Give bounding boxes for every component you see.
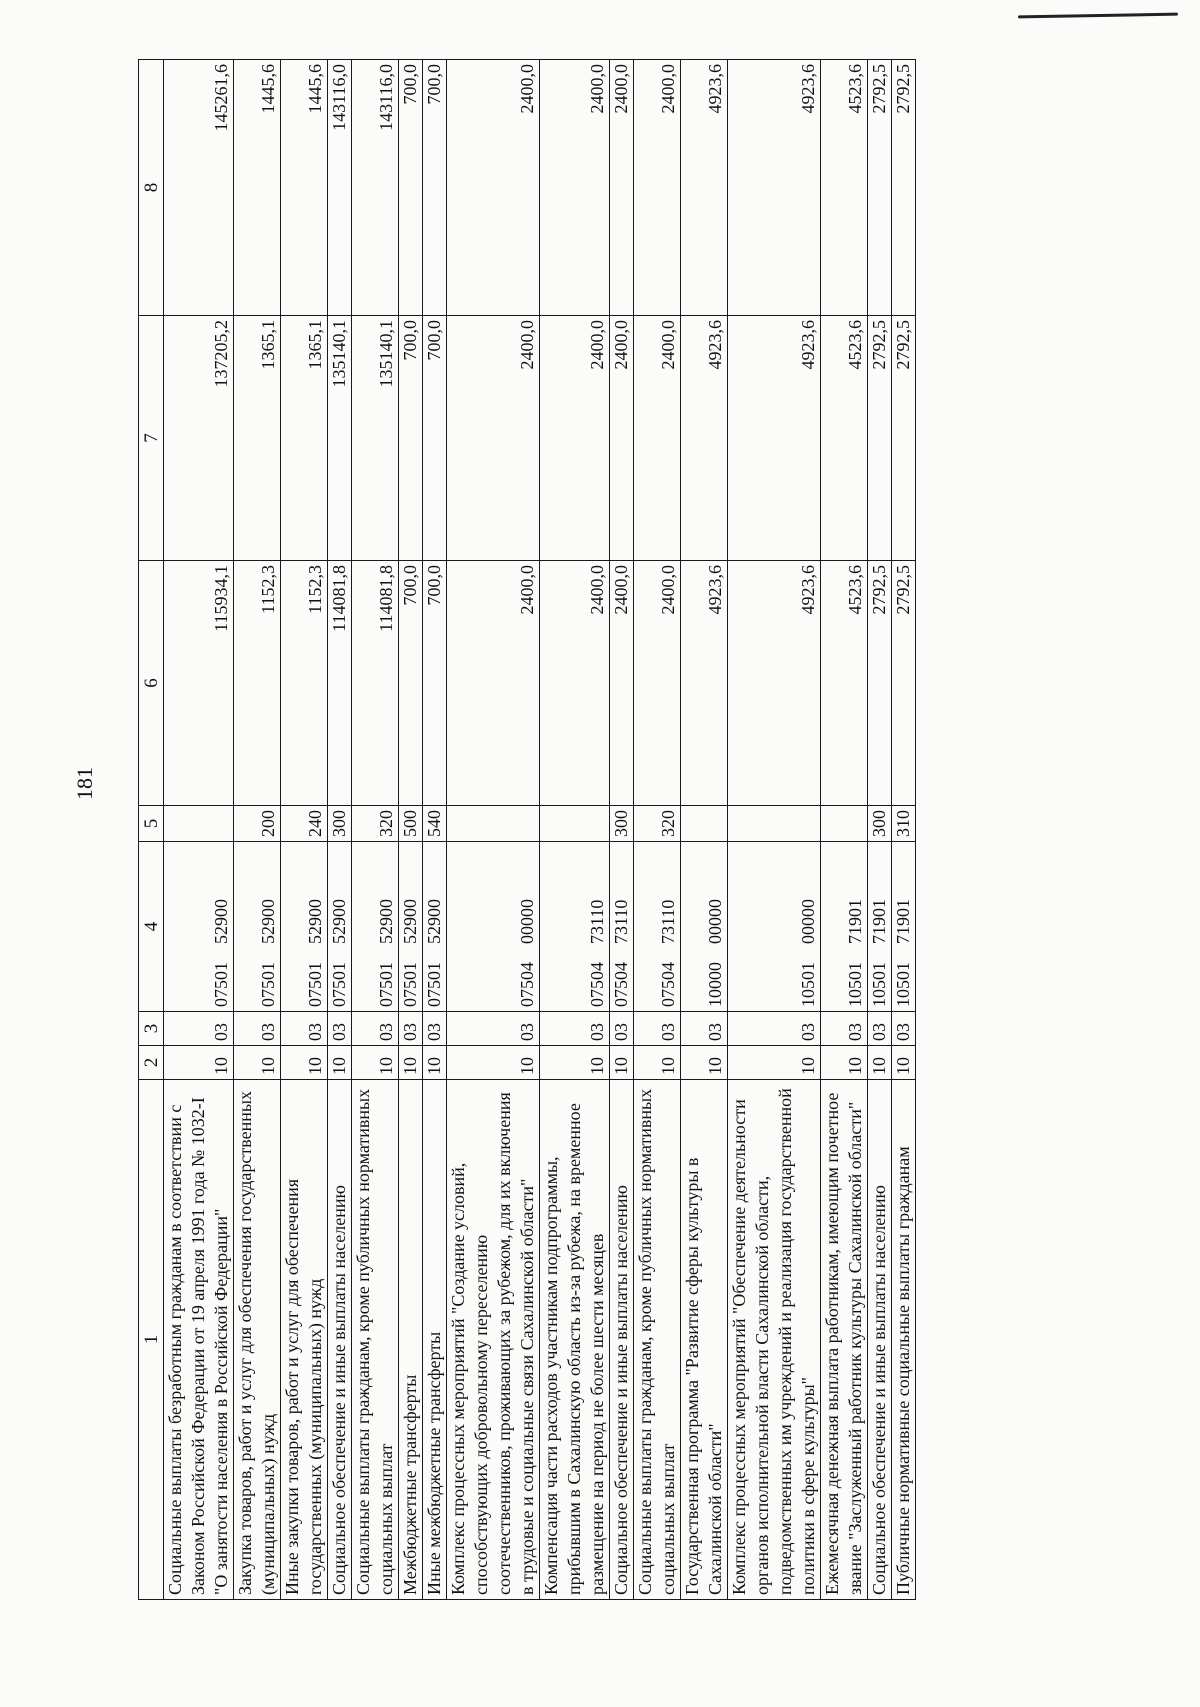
row-name: Публичные нормативные социальные выплаты гражданам	[892, 1080, 916, 1600]
row-value-col6: 115934,1	[164, 561, 234, 806]
row-target-article	[868, 842, 892, 1012]
target-article-part-1: 07504	[517, 962, 537, 1007]
table-header	[139, 60, 164, 1600]
row-subsection: 03	[164, 1012, 234, 1046]
row-subsection: 03	[728, 1012, 821, 1046]
row-expense-type: 310	[892, 806, 916, 842]
table-row	[399, 60, 423, 1600]
row-expense-type: 200	[234, 806, 281, 842]
row-section: 10	[399, 1046, 423, 1080]
row-name: Закупка товаров, работ и услуг для обеспечения государственных (муниципальных) нужд	[234, 1080, 281, 1600]
row-section: 10	[352, 1046, 399, 1080]
row-value-col7: 137205,2	[164, 316, 234, 561]
header-col-1: 1	[139, 1080, 164, 1600]
target-article-part-2: 00000	[798, 899, 818, 944]
row-value-col8: 4923,6	[728, 60, 821, 316]
target-article-part-1: 07501	[376, 962, 396, 1007]
row-value-col8: 2792,5	[868, 60, 892, 316]
row-name: Социальное обеспечение и иные выплаты населению	[868, 1080, 892, 1600]
row-section: 10	[728, 1046, 821, 1080]
target-article-part-2: 52900	[211, 899, 231, 944]
table-row	[447, 60, 540, 1600]
row-value-col7: 1365,1	[234, 316, 281, 561]
row-target-article	[540, 842, 610, 1012]
target-article-part-1: 07504	[611, 962, 631, 1007]
row-subsection: 03	[399, 1012, 423, 1046]
row-subsection: 03	[423, 1012, 447, 1046]
target-article-part-2: 52900	[305, 899, 325, 944]
header-col-7: 7	[139, 316, 164, 561]
scan-artifact-line	[1018, 13, 1178, 19]
target-article-part-2: 00000	[517, 899, 537, 944]
row-name: Ежемесячная денежная выплата работникам, имеющим почетное звание "Заслуженный работник культуры Сахалинской области"	[821, 1080, 868, 1600]
row-name: Комплекс процессных мероприятий "Создание условий, способствующих добровольному переселению соотечественников, проживающих за рубежом, для их включения в трудовые и социальные связи Сахалинской области"	[447, 1080, 540, 1600]
target-article-part-2: 52900	[424, 899, 444, 944]
table-row	[164, 60, 234, 1600]
row-section: 10	[234, 1046, 281, 1080]
table-row	[868, 60, 892, 1600]
target-article-part-1: 07501	[258, 962, 278, 1007]
row-subsection: 03	[352, 1012, 399, 1046]
row-target-article	[352, 842, 399, 1012]
row-subsection: 03	[447, 1012, 540, 1046]
row-value-col6: 1152,3	[234, 561, 281, 806]
row-value-col7: 135140,1	[328, 316, 352, 561]
row-value-col8: 700,0	[423, 60, 447, 316]
target-article-part-1: 07504	[658, 962, 678, 1007]
target-article-part-2: 73110	[611, 899, 631, 944]
row-value-col8: 1445,6	[234, 60, 281, 316]
row-name: Иные межбюджетные трансферты	[423, 1080, 447, 1600]
row-expense-type	[821, 806, 868, 842]
target-article-part-1: 07501	[305, 962, 325, 1007]
row-expense-type: 500	[399, 806, 423, 842]
row-value-col7: 2792,5	[892, 316, 916, 561]
row-name: Иные закупки товаров, работ и услуг для обеспечения государственных (муниципальных) нужд	[281, 1080, 328, 1600]
row-value-col8: 143116,0	[328, 60, 352, 316]
row-expense-type: 300	[868, 806, 892, 842]
row-value-col7: 700,0	[399, 316, 423, 561]
row-value-col7: 135140,1	[352, 316, 399, 561]
target-article-part-1: 10501	[798, 962, 818, 1007]
row-value-col6: 2400,0	[610, 561, 634, 806]
row-value-col7: 1365,1	[281, 316, 328, 561]
target-article-part-1: 07504	[587, 962, 607, 1007]
table-row	[681, 60, 728, 1600]
row-value-col8: 4523,6	[821, 60, 868, 316]
row-value-col6: 4523,6	[821, 561, 868, 806]
row-value-col6: 700,0	[399, 561, 423, 806]
row-subsection: 03	[821, 1012, 868, 1046]
row-section: 10	[610, 1046, 634, 1080]
row-name: Социальное обеспечение и иные выплаты населению	[610, 1080, 634, 1600]
row-value-col8: 2400,0	[634, 60, 681, 316]
row-value-col6: 4923,6	[681, 561, 728, 806]
row-value-col6: 114081,8	[328, 561, 352, 806]
table-row	[328, 60, 352, 1600]
row-name: Социальное обеспечение и иные выплаты населению	[328, 1080, 352, 1600]
row-section: 10	[821, 1046, 868, 1080]
row-target-article	[681, 842, 728, 1012]
row-value-col7: 2400,0	[610, 316, 634, 561]
header-col-4: 4	[139, 842, 164, 1012]
table-row	[352, 60, 399, 1600]
row-value-col8: 1445,6	[281, 60, 328, 316]
table-row	[234, 60, 281, 1600]
row-value-col7: 4923,6	[681, 316, 728, 561]
header-col-2: 2	[139, 1046, 164, 1080]
target-article-part-2: 73110	[658, 899, 678, 944]
row-value-col8: 143116,0	[352, 60, 399, 316]
table-row	[423, 60, 447, 1600]
row-section: 10	[423, 1046, 447, 1080]
row-section: 10	[281, 1046, 328, 1080]
row-expense-type	[728, 806, 821, 842]
table-row	[281, 60, 328, 1600]
row-target-article	[423, 842, 447, 1012]
target-article-part-1: 07501	[400, 962, 420, 1007]
table-row	[892, 60, 916, 1600]
row-value-col7: 4923,6	[728, 316, 821, 561]
header-col-8: 8	[139, 60, 164, 316]
row-value-col6: 4923,6	[728, 561, 821, 806]
row-value-col6: 114081,8	[352, 561, 399, 806]
row-value-col8: 2400,0	[540, 60, 610, 316]
row-target-article	[610, 842, 634, 1012]
target-article-part-2: 71901	[869, 899, 889, 944]
row-value-col7: 4523,6	[821, 316, 868, 561]
target-article-part-2: 52900	[376, 899, 396, 944]
row-expense-type	[540, 806, 610, 842]
header-col-5: 5	[139, 806, 164, 842]
row-value-col6: 2792,5	[892, 561, 916, 806]
budget-table	[138, 59, 916, 1600]
row-value-col6: 2400,0	[634, 561, 681, 806]
row-section: 10	[681, 1046, 728, 1080]
row-value-col7: 2400,0	[540, 316, 610, 561]
row-target-article	[164, 842, 234, 1012]
row-value-col8: 2400,0	[610, 60, 634, 316]
row-name: Компенсация части расходов участникам подпрограммы, прибывшим в Сахалинскую область из-за рубежа, на временное размещение на период не более шести месяцев	[540, 1080, 610, 1600]
row-target-article	[821, 842, 868, 1012]
row-name: Государственная программа "Развитие сферы культуры в Сахалинской области"	[681, 1080, 728, 1600]
target-article-part-2: 52900	[329, 899, 349, 944]
row-section: 10	[634, 1046, 681, 1080]
target-article-part-1: 07501	[211, 962, 231, 1007]
row-section: 10	[447, 1046, 540, 1080]
row-section: 10	[868, 1046, 892, 1080]
row-expense-type	[164, 806, 234, 842]
row-value-col7: 700,0	[423, 316, 447, 561]
row-value-col8: 4923,6	[681, 60, 728, 316]
target-article-part-2: 52900	[400, 899, 420, 944]
row-name: Социальные выплаты гражданам, кроме публичных нормативных социальных выплат	[352, 1080, 399, 1600]
table-row	[821, 60, 868, 1600]
header-row	[139, 60, 164, 1600]
target-article-part-2: 00000	[705, 899, 725, 944]
row-expense-type: 240	[281, 806, 328, 842]
row-subsection: 03	[634, 1012, 681, 1046]
row-section: 10	[328, 1046, 352, 1080]
row-section: 10	[164, 1046, 234, 1080]
row-subsection: 03	[610, 1012, 634, 1046]
rotated-table-container	[138, 60, 1200, 1600]
row-target-article	[399, 842, 423, 1012]
row-expense-type: 320	[352, 806, 399, 842]
row-target-article	[281, 842, 328, 1012]
target-article-part-2: 71901	[845, 899, 865, 944]
row-subsection: 03	[868, 1012, 892, 1046]
row-subsection: 03	[234, 1012, 281, 1046]
target-article-part-1: 10000	[705, 962, 725, 1007]
row-name: Социальные выплаты безработным гражданам в соответствии с Законом Российской Федерации от 19 апреля 1991 года № 1032-I "О занятости населения в Российской Федерации"	[164, 1080, 234, 1600]
row-expense-type	[681, 806, 728, 842]
table-row	[610, 60, 634, 1600]
row-target-article	[892, 842, 916, 1012]
row-value-col8: 2792,5	[892, 60, 916, 316]
target-article-part-2: 52900	[258, 899, 278, 944]
row-value-col6: 700,0	[423, 561, 447, 806]
table-row	[728, 60, 821, 1600]
target-article-part-1: 07501	[329, 962, 349, 1007]
row-expense-type	[447, 806, 540, 842]
row-target-article	[447, 842, 540, 1012]
target-article-part-1: 10501	[845, 962, 865, 1007]
row-subsection: 03	[540, 1012, 610, 1046]
header-col-3: 3	[139, 1012, 164, 1046]
target-article-part-2: 71901	[893, 899, 913, 944]
row-name: Социальные выплаты гражданам, кроме публичных нормативных социальных выплат	[634, 1080, 681, 1600]
row-section: 10	[540, 1046, 610, 1080]
row-value-col7: 2400,0	[447, 316, 540, 561]
row-value-col8: 145261,6	[164, 60, 234, 316]
row-target-article	[328, 842, 352, 1012]
table-body	[164, 60, 916, 1600]
row-value-col8: 2400,0	[447, 60, 540, 316]
row-value-col6: 2400,0	[540, 561, 610, 806]
row-expense-type: 320	[634, 806, 681, 842]
target-article-part-2: 73110	[587, 899, 607, 944]
row-expense-type: 540	[423, 806, 447, 842]
page-number: 181	[72, 767, 97, 800]
row-subsection: 03	[328, 1012, 352, 1046]
row-subsection: 03	[281, 1012, 328, 1046]
row-value-col7: 2400,0	[634, 316, 681, 561]
row-name: Межбюджетные трансферты	[399, 1080, 423, 1600]
target-article-part-1: 07501	[424, 962, 444, 1007]
header-col-6: 6	[139, 561, 164, 806]
row-section: 10	[892, 1046, 916, 1080]
row-subsection: 03	[892, 1012, 916, 1046]
row-expense-type: 300	[610, 806, 634, 842]
row-value-col6: 1152,3	[281, 561, 328, 806]
table-row	[634, 60, 681, 1600]
row-value-col6: 2400,0	[447, 561, 540, 806]
row-expense-type: 300	[328, 806, 352, 842]
row-value-col7: 2792,5	[868, 316, 892, 561]
table-row	[540, 60, 610, 1600]
row-name: Комплекс процессных мероприятий "Обеспечение деятельности органов исполнительной власти Сахалинской области, подведомственных им учреждений и реализация государственной политики в сфере культуры"	[728, 1080, 821, 1600]
target-article-part-1: 10501	[869, 962, 889, 1007]
target-article-part-1: 10501	[893, 962, 913, 1007]
row-subsection: 03	[681, 1012, 728, 1046]
row-value-col8: 700,0	[399, 60, 423, 316]
row-target-article	[634, 842, 681, 1012]
row-target-article	[728, 842, 821, 1012]
row-target-article	[234, 842, 281, 1012]
row-value-col6: 2792,5	[868, 561, 892, 806]
